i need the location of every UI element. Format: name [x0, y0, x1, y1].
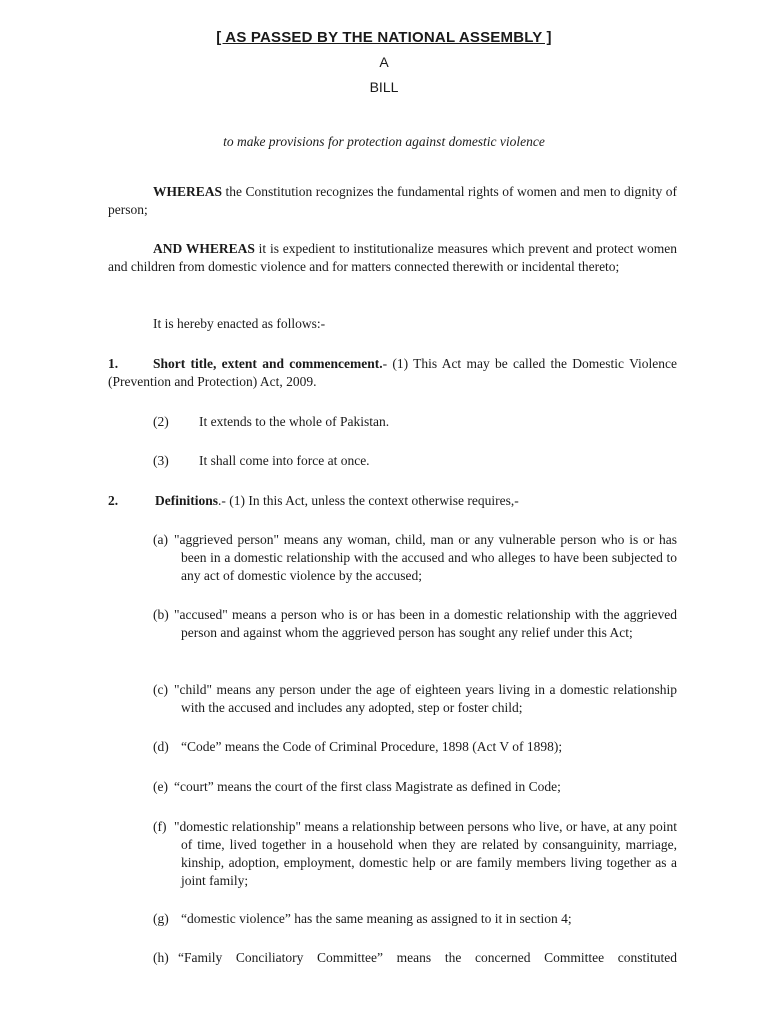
- assembly-status-heading: [ AS PASSED BY THE NATIONAL ASSEMBLY ]: [216, 29, 552, 46]
- definition-f: "domestic relationship" means a relationship between persons who live, or have, at any point of time, lived together in a household when they are related by consanguinity, marriage, kinship, adoption, employment, domestic help or are family members living together as a joint family;: [174, 819, 677, 888]
- section-2-title: Definitions: [155, 493, 219, 508]
- section-2-text: .- (1) In this Act, unless the context otherwise requires,-: [218, 493, 519, 508]
- definition-e-label: (e): [153, 779, 168, 794]
- section-1-number: 1.: [108, 356, 119, 371]
- definition-a: "aggrieved person" means any woman, child, man or any vulnerable person who is or has been in a domestic relationship with the accused and who alleges to have been subjected to any act of domestic violence by the accused;: [174, 532, 677, 583]
- whereas-text: the Constitution recognizes the fundamental rights of women and men to dignity of person;: [108, 184, 677, 217]
- section-1-sub3-number: (3): [153, 453, 169, 468]
- definition-g-label: (g): [153, 911, 169, 926]
- section-1-text: - (1) This Act may be called the Domestic Violence (Prevention and Protection) Act, 2009.: [108, 356, 678, 389]
- whereas-paragraph: [108, 183, 677, 219]
- section-1-title: Short title, extent and commencement.: [153, 356, 383, 371]
- section-1-sub3-text: It shall come into force at once.: [199, 453, 370, 468]
- article-a: A: [379, 54, 389, 70]
- definition-h-label: (h): [153, 950, 169, 965]
- definition-c-label: (c): [153, 682, 168, 697]
- section-2-paragraph: [155, 492, 519, 510]
- definition-b-label: (b): [153, 607, 169, 622]
- and-whereas-paragraph: [108, 240, 677, 276]
- section-1-paragraph: [108, 355, 677, 391]
- section-1-sub2-text: It extends to the whole of Pakistan.: [199, 414, 390, 429]
- definition-d-label: (d): [153, 739, 169, 754]
- and-whereas-keyword: AND WHEREAS: [153, 241, 255, 256]
- enactment-clause: It is hereby enacted as follows:-: [153, 316, 326, 331]
- definition-a-label: (a): [153, 532, 168, 547]
- bill-label: BILL: [369, 79, 399, 95]
- definition-d: “Code” means the Code of Criminal Procedure, 1898 (Act V of 1898);: [181, 739, 563, 754]
- definition-h: “Family Conciliatory Committee” means the concerned Committee constituted: [178, 950, 677, 965]
- definition-e: “court” means the court of the first class Magistrate as defined in Code;: [174, 779, 561, 794]
- section-1-sub2-number: (2): [153, 414, 169, 429]
- definition-f-label: (f): [153, 819, 167, 834]
- definition-b: "accused" means a person who is or has been in a domestic relationship with the aggrieved person and against whom the aggrieved person has sought any relief under this Act;: [174, 607, 677, 640]
- bill-subtitle: to make provisions for protection against domestic violence: [223, 134, 545, 149]
- whereas-keyword: WHEREAS: [153, 184, 223, 199]
- and-whereas-text: it is expedient to institutionalize measures which prevent and protect women and children from domestic violence and for matters connected therewith or incidental thereto;: [108, 241, 677, 274]
- definition-c: "child" means any person under the age of eighteen years living in a domestic relationship with the accused and includes any adopted, step or foster child;: [174, 682, 677, 715]
- section-2-number: 2.: [108, 493, 119, 508]
- definition-g: “domestic violence” has the same meaning as assigned to it in section 4;: [181, 911, 572, 926]
